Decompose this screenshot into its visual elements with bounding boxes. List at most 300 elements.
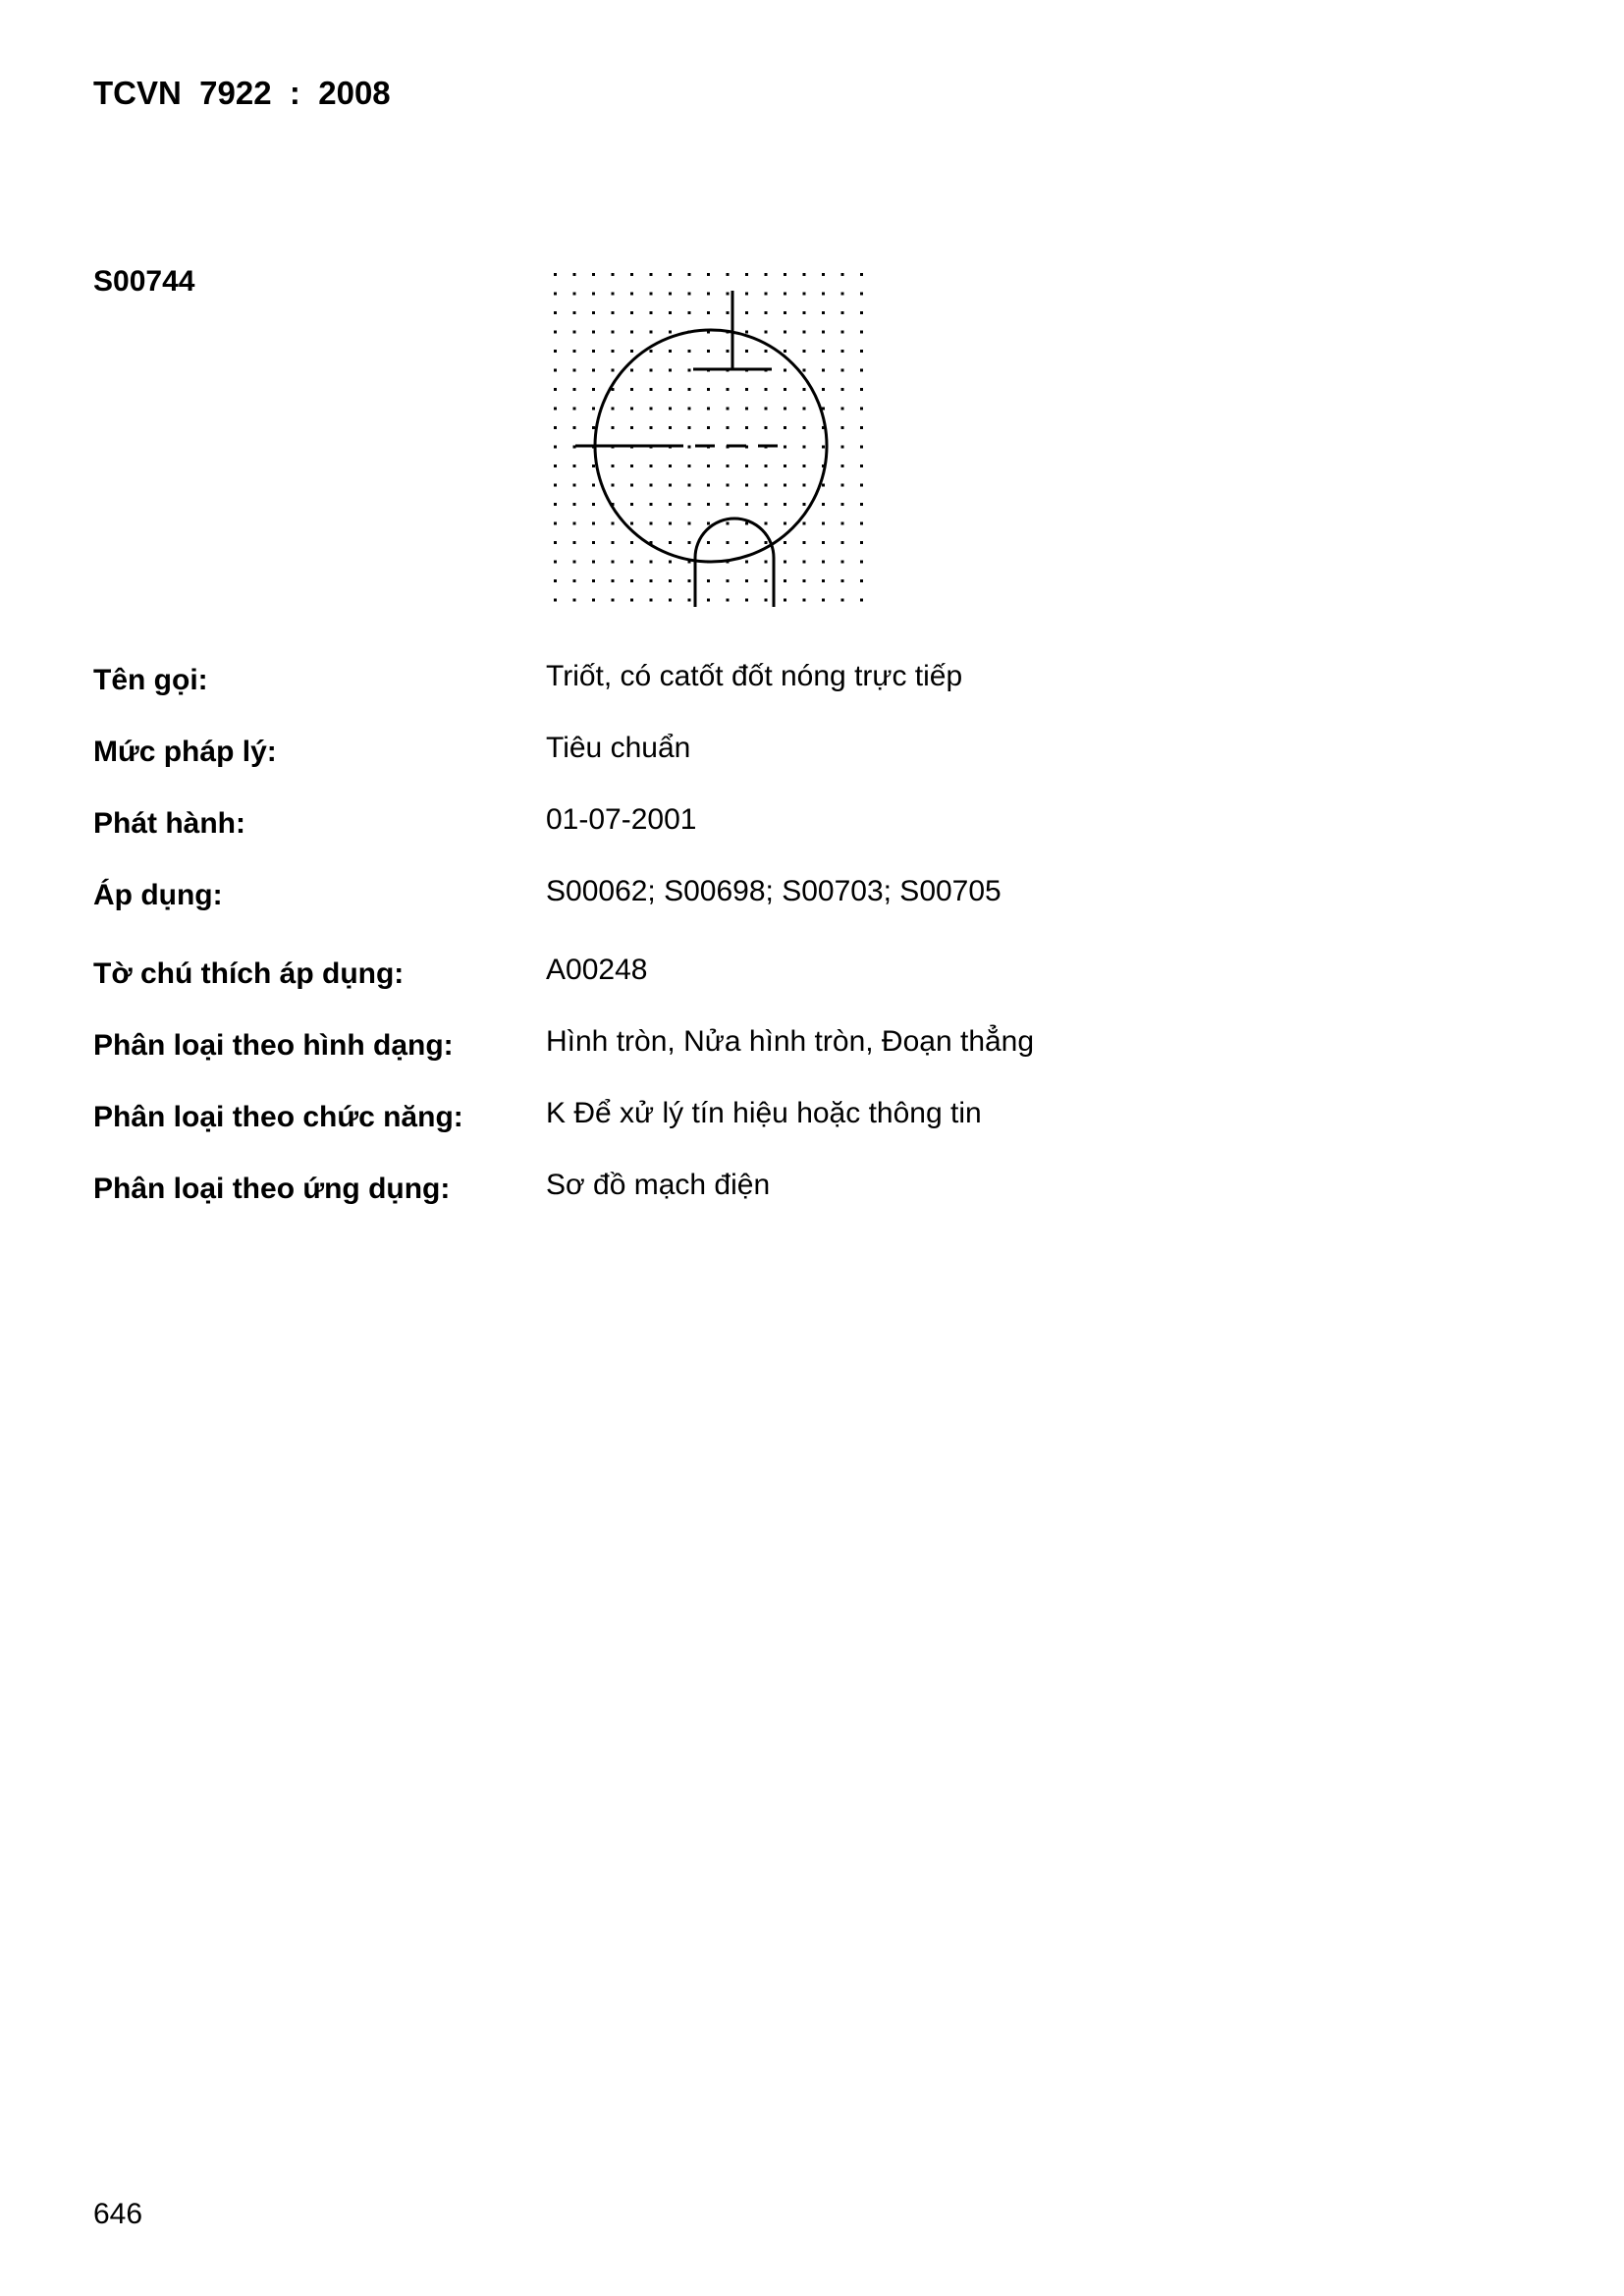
grid-dot: [707, 484, 710, 487]
property-row-annotation-sheet: [93, 954, 1370, 1025]
grid-dot: [784, 388, 786, 391]
grid-dot: [860, 350, 863, 353]
grid-dot: [784, 561, 786, 564]
grid-dot: [803, 273, 806, 276]
grid-dot: [554, 369, 557, 372]
grid-dot: [707, 465, 710, 467]
grid-dot: [650, 369, 653, 372]
grid-dot: [573, 331, 576, 334]
grid-dot: [592, 311, 595, 314]
grid-dot: [688, 579, 691, 582]
grid-dot: [612, 350, 615, 353]
grid-dot: [650, 293, 653, 296]
grid-dot: [573, 293, 576, 296]
grid-dot: [841, 465, 844, 467]
grid-dot: [650, 273, 653, 276]
grid-dot: [803, 599, 806, 602]
grid-dot: [707, 599, 710, 602]
grid-dot: [822, 273, 825, 276]
grid-dot: [592, 369, 595, 372]
grid-dot: [707, 426, 710, 429]
grid-dot: [803, 311, 806, 314]
grid-dot: [727, 311, 730, 314]
grid-dot: [784, 273, 786, 276]
grid-dot: [822, 503, 825, 506]
grid-dot: [688, 273, 691, 276]
grid-dot: [650, 465, 653, 467]
grid-dot: [765, 331, 768, 334]
grid-dot: [630, 388, 633, 391]
property-row-legal-level: [93, 732, 1370, 803]
grid-dot: [765, 599, 768, 602]
grid-dot: [745, 350, 748, 353]
grid-dot: [841, 293, 844, 296]
grid-dot: [860, 579, 863, 582]
grid-dot: [592, 503, 595, 506]
grid-dot: [841, 369, 844, 372]
grid-dot: [688, 465, 691, 467]
grid-dot: [765, 484, 768, 487]
grid-dot: [707, 408, 710, 410]
grid-dot: [803, 561, 806, 564]
grid-dot: [803, 484, 806, 487]
grid-dot: [630, 273, 633, 276]
grid-dot: [707, 541, 710, 544]
grid-dot: [592, 579, 595, 582]
grid-dot: [612, 408, 615, 410]
grid-dot: [784, 426, 786, 429]
grid-dot: [669, 426, 672, 429]
grid-dot: [554, 311, 557, 314]
grid-dot: [727, 350, 730, 353]
grid-dot: [841, 408, 844, 410]
grid-dot: [669, 503, 672, 506]
grid-dot: [630, 484, 633, 487]
grid-dot: [650, 350, 653, 353]
grid-dot: [669, 465, 672, 467]
grid-dot: [612, 426, 615, 429]
grid-dot: [554, 446, 557, 449]
grid-dot: [860, 503, 863, 506]
grid-dot: [803, 503, 806, 506]
grid-dot: [860, 388, 863, 391]
grid-dot: [822, 561, 825, 564]
grid-dot: [573, 541, 576, 544]
grid-dot: [784, 484, 786, 487]
triode-symbol-figure: [546, 263, 876, 627]
grid-dot: [784, 331, 786, 334]
grid-dot: [784, 311, 786, 314]
grid-dot: [573, 484, 576, 487]
property-label: Tờ chú thích áp dụng:: [93, 957, 405, 990]
property-label: Phân loại theo ứng dụng:: [93, 1173, 451, 1205]
grid-dot: [822, 293, 825, 296]
grid-dot: [745, 541, 748, 544]
grid-dot: [860, 522, 863, 525]
grid-dot: [765, 388, 768, 391]
grid-dot: [860, 293, 863, 296]
grid-dot: [650, 331, 653, 334]
grid-dot: [688, 388, 691, 391]
grid-dot: [669, 484, 672, 487]
grid-dot: [765, 465, 768, 467]
grid-dot: [727, 484, 730, 487]
grid-dot: [841, 426, 844, 429]
grid-dot: [573, 503, 576, 506]
grid-dot: [841, 388, 844, 391]
grid-dot: [688, 408, 691, 410]
grid-dot: [612, 293, 615, 296]
grid-dot: [822, 579, 825, 582]
grid-dot: [707, 522, 710, 525]
grid-dot: [822, 541, 825, 544]
grid-dot: [765, 273, 768, 276]
grid-dot: [573, 311, 576, 314]
grid-dot: [860, 311, 863, 314]
grid-dot: [630, 311, 633, 314]
grid-dot: [745, 561, 748, 564]
grid-dot: [612, 522, 615, 525]
grid-dot: [745, 503, 748, 506]
grid-dot: [592, 465, 595, 467]
grid-dot: [554, 350, 557, 353]
grid-dot: [592, 522, 595, 525]
property-row-function-class: [93, 1097, 1370, 1169]
grid-dot: [592, 599, 595, 602]
grid-dot: [669, 369, 672, 372]
grid-dot: [765, 350, 768, 353]
grid-dot: [554, 331, 557, 334]
grid-dot: [554, 426, 557, 429]
grid-dot: [784, 503, 786, 506]
grid-dot: [612, 369, 615, 372]
grid-dot: [727, 426, 730, 429]
grid-dot: [784, 465, 786, 467]
grid-dot: [573, 388, 576, 391]
grid-dot: [630, 561, 633, 564]
grid-dot: [784, 541, 786, 544]
grid-dot: [612, 331, 615, 334]
grid-dot: [630, 522, 633, 525]
grid-dot: [573, 599, 576, 602]
grid-dot: [592, 408, 595, 410]
dot-grid: [554, 273, 863, 602]
grid-dot: [707, 311, 710, 314]
grid-dot: [803, 426, 806, 429]
grid-dot: [765, 579, 768, 582]
property-row-application-class: [93, 1169, 1370, 1240]
grid-dot: [727, 503, 730, 506]
grid-dot: [841, 522, 844, 525]
property-value: Sơ đồ mạch điện: [546, 1169, 771, 1201]
grid-dot: [707, 293, 710, 296]
grid-dot: [765, 541, 768, 544]
grid-dot: [630, 579, 633, 582]
property-label: Tên gọi:: [93, 664, 208, 696]
grid-dot: [650, 522, 653, 525]
grid-dot: [841, 350, 844, 353]
grid-dot: [612, 541, 615, 544]
grid-dot: [554, 541, 557, 544]
grid-dot: [688, 350, 691, 353]
page-number: 646: [93, 2198, 143, 2230]
grid-dot: [841, 599, 844, 602]
grid-dot: [707, 388, 710, 391]
grid-dot: [860, 465, 863, 467]
grid-dot: [707, 503, 710, 506]
grid-dot: [630, 541, 633, 544]
grid-dot: [592, 388, 595, 391]
grid-dot: [803, 369, 806, 372]
grid-dot: [554, 599, 557, 602]
grid-dot: [669, 388, 672, 391]
grid-dot: [841, 311, 844, 314]
property-value: S00062; S00698; S00703; S00705: [546, 875, 1001, 907]
grid-dot: [745, 293, 748, 296]
grid-dot: [707, 350, 710, 353]
grid-dot: [765, 426, 768, 429]
grid-dot: [860, 484, 863, 487]
grid-dot: [745, 522, 748, 525]
grid-dot: [841, 446, 844, 449]
triode-icon: [546, 263, 876, 627]
grid-dot: [784, 579, 786, 582]
grid-dot: [803, 293, 806, 296]
grid-dot: [592, 331, 595, 334]
grid-dot: [669, 311, 672, 314]
grid-dot: [669, 541, 672, 544]
grid-dot: [669, 331, 672, 334]
grid-dot: [803, 331, 806, 334]
grid-dot: [630, 599, 633, 602]
grid-dot: [612, 484, 615, 487]
grid-dot: [745, 311, 748, 314]
grid-dot: [860, 273, 863, 276]
grid-dot: [554, 522, 557, 525]
grid-dot: [765, 522, 768, 525]
grid-dot: [650, 408, 653, 410]
grid-dot: [630, 331, 633, 334]
grid-dot: [727, 541, 730, 544]
grid-dot: [573, 408, 576, 410]
property-label: Phân loại theo chức năng:: [93, 1101, 463, 1133]
property-value: Tiêu chuẩn: [546, 732, 691, 764]
grid-dot: [688, 599, 691, 602]
grid-dot: [592, 426, 595, 429]
grid-dot: [745, 426, 748, 429]
grid-dot: [630, 465, 633, 467]
grid-dot: [612, 599, 615, 602]
grid-dot: [745, 579, 748, 582]
grid-dot: [745, 408, 748, 410]
grid-dot: [630, 503, 633, 506]
grid-dot: [841, 331, 844, 334]
grid-dot: [803, 350, 806, 353]
grid-dot: [727, 293, 730, 296]
grid-dot: [592, 350, 595, 353]
grid-dot: [765, 311, 768, 314]
grid-dot: [745, 273, 748, 276]
grid-dot: [860, 331, 863, 334]
symbol-properties: [93, 660, 1370, 1240]
grid-dot: [573, 522, 576, 525]
grid-dot: [612, 311, 615, 314]
grid-dot: [612, 273, 615, 276]
grid-dot: [860, 541, 863, 544]
grid-dot: [669, 293, 672, 296]
grid-dot: [745, 599, 748, 602]
grid-dot: [688, 522, 691, 525]
grid-dot: [554, 465, 557, 467]
grid-dot: [765, 293, 768, 296]
grid-dot: [784, 408, 786, 410]
grid-dot: [573, 369, 576, 372]
grid-dot: [784, 293, 786, 296]
grid-dot: [860, 408, 863, 410]
grid-dot: [612, 579, 615, 582]
grid-dot: [841, 561, 844, 564]
grid-dot: [860, 426, 863, 429]
grid-dot: [745, 388, 748, 391]
grid-dot: [688, 369, 691, 372]
grid-dot: [822, 350, 825, 353]
grid-dot: [554, 503, 557, 506]
grid-dot: [784, 369, 786, 372]
grid-dot: [669, 599, 672, 602]
grid-dot: [727, 273, 730, 276]
grid-dot: [630, 426, 633, 429]
grid-dot: [669, 561, 672, 564]
grid-dot: [554, 579, 557, 582]
grid-dot: [803, 522, 806, 525]
grid-dot: [822, 522, 825, 525]
grid-dot: [860, 446, 863, 449]
grid-dot: [573, 350, 576, 353]
grid-dot: [669, 273, 672, 276]
grid-dot: [688, 541, 691, 544]
grid-dot: [784, 446, 786, 449]
grid-dot: [765, 561, 768, 564]
grid-dot: [803, 408, 806, 410]
grid-dot: [841, 541, 844, 544]
grid-dot: [573, 561, 576, 564]
grid-dot: [803, 446, 806, 449]
property-value: Triốt, có catốt đốt nóng trực tiếp: [546, 660, 963, 692]
grid-dot: [554, 408, 557, 410]
grid-dot: [860, 599, 863, 602]
grid-dot: [612, 465, 615, 467]
grid-dot: [688, 311, 691, 314]
grid-dot: [554, 388, 557, 391]
grid-dot: [822, 369, 825, 372]
grid-dot: [841, 503, 844, 506]
grid-dot: [650, 311, 653, 314]
grid-dot: [688, 446, 691, 449]
grid-dot: [688, 293, 691, 296]
grid-dot: [592, 273, 595, 276]
grid-dot: [630, 350, 633, 353]
grid-dot: [745, 484, 748, 487]
grid-dot: [573, 579, 576, 582]
grid-dot: [727, 465, 730, 467]
grid-dot: [860, 369, 863, 372]
grid-dot: [860, 561, 863, 564]
grid-dot: [727, 522, 730, 525]
grid-dot: [650, 426, 653, 429]
grid-dot: [841, 579, 844, 582]
property-label: Áp dụng:: [93, 879, 223, 911]
grid-dot: [727, 408, 730, 410]
grid-dot: [765, 503, 768, 506]
grid-dot: [650, 484, 653, 487]
grid-dot: [592, 541, 595, 544]
grid-dot: [592, 561, 595, 564]
property-row-applies: [93, 875, 1370, 954]
grid-dot: [688, 484, 691, 487]
grid-dot: [822, 484, 825, 487]
property-value: Hình tròn, Nửa hình tròn, Đoạn thẳng: [546, 1025, 1035, 1058]
grid-dot: [745, 331, 748, 334]
grid-dot: [822, 446, 825, 449]
grid-dot: [573, 426, 576, 429]
grid-dot: [669, 579, 672, 582]
grid-dot: [803, 388, 806, 391]
grid-dot: [707, 273, 710, 276]
grid-dot: [745, 465, 748, 467]
property-value: 01-07-2001: [546, 803, 697, 836]
symbol-code: S00744: [93, 265, 195, 298]
grid-dot: [727, 579, 730, 582]
grid-dot: [822, 331, 825, 334]
grid-dot: [592, 484, 595, 487]
grid-dot: [841, 484, 844, 487]
grid-dot: [630, 408, 633, 410]
property-value: A00248: [546, 954, 648, 986]
property-row-issued: [93, 803, 1370, 875]
grid-dot: [630, 369, 633, 372]
grid-dot: [612, 561, 615, 564]
grid-dot: [841, 273, 844, 276]
grid-dot: [803, 541, 806, 544]
grid-dot: [765, 408, 768, 410]
grid-dot: [784, 350, 786, 353]
grid-dot: [554, 484, 557, 487]
grid-dot: [822, 388, 825, 391]
grid-dot: [669, 522, 672, 525]
grid-dot: [707, 579, 710, 582]
grid-dot: [630, 293, 633, 296]
grid-dot: [727, 599, 730, 602]
grid-dot: [650, 599, 653, 602]
grid-dot: [803, 579, 806, 582]
grid-dot: [650, 579, 653, 582]
grid-dot: [688, 503, 691, 506]
grid-dot: [650, 503, 653, 506]
grid-dot: [669, 408, 672, 410]
property-label: Mức pháp lý:: [93, 736, 277, 768]
grid-dot: [573, 273, 576, 276]
property-label: Phát hành:: [93, 807, 245, 840]
grid-dot: [822, 311, 825, 314]
grid-dot: [784, 599, 786, 602]
grid-dot: [688, 426, 691, 429]
grid-dot: [573, 465, 576, 467]
property-row-shape-class: [93, 1025, 1370, 1097]
grid-dot: [822, 599, 825, 602]
grid-dot: [554, 561, 557, 564]
grid-dot: [554, 273, 557, 276]
property-row-name: [93, 660, 1370, 732]
